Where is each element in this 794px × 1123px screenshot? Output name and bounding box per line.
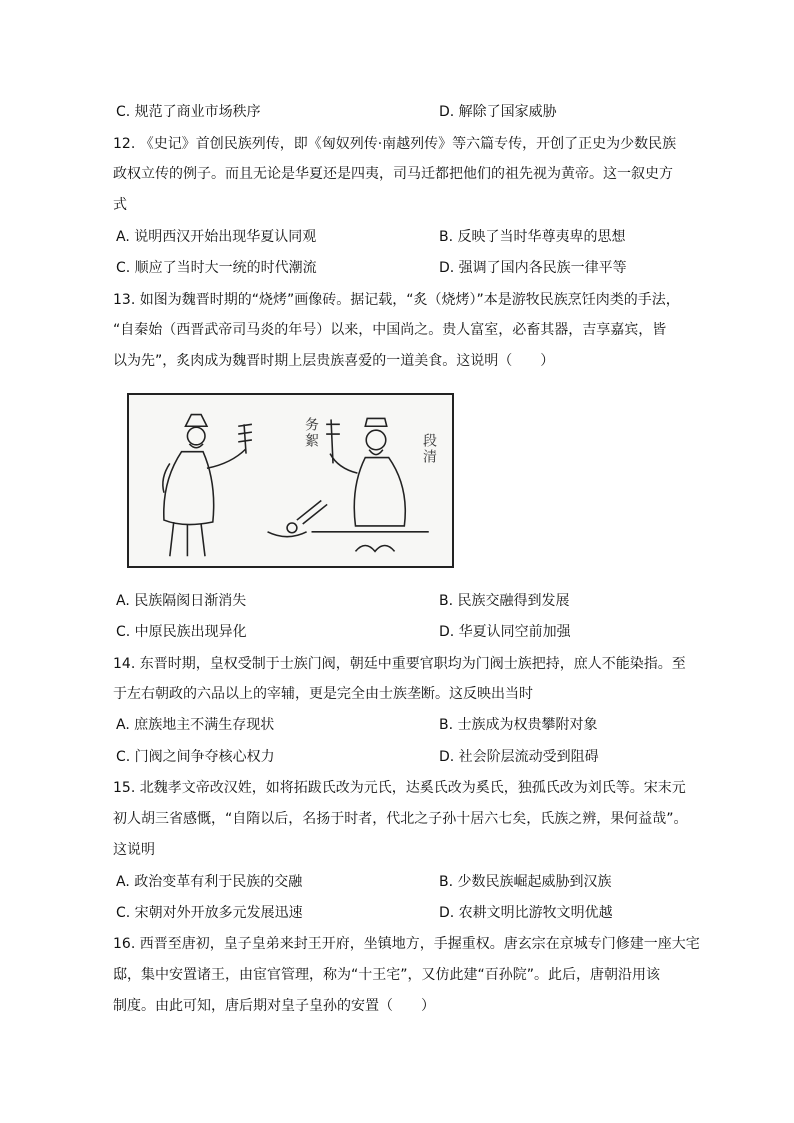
- q13-option-b: B. 民族交融得到发展: [439, 593, 570, 609]
- q12-option-d: D. 强调了国内各民族一律平等: [439, 260, 627, 276]
- figure-label-left: 务絮: [303, 417, 319, 449]
- q12-option-b: B. 反映了当时华尊夷卑的思想: [439, 229, 626, 245]
- q14-option-a: A. 庶族地主不满生存现状: [116, 717, 275, 733]
- brick-painting-drawing: [129, 395, 452, 566]
- q14-option-c: C. 门阀之间争夺核心权力: [116, 749, 275, 765]
- q16-stem-line-1: 16. 西晋至唐初，皇子皇弟来封王开府，坐镇地方，手握重权。唐玄宗在京城专门修建一座大宅: [113, 936, 700, 952]
- q13-stem-line-3: 以为先”，炙肉成为魏晋时期上层贵族喜爱的一道美食。这说明（ ）: [113, 353, 555, 369]
- q15-stem-line-3: 这说明: [113, 842, 155, 858]
- q16-stem-line-2: 邸，集中安置诸王，由宦官管理，称为“十王宅”，又仿此建“百孙院”。此后，唐朝沿用该: [113, 967, 661, 983]
- q13-option-c: C. 中原民族出现异化: [116, 624, 247, 640]
- q15-option-c: C. 宋朝对外开放多元发展迅速: [116, 905, 303, 921]
- q14-stem-line-1: 14. 东晋时期，皇权受制于士族门阀，朝廷中重要官职均为门阀士族把持，庶人不能染指。至: [113, 656, 686, 672]
- q13-option-a: A. 民族隔阂日渐消失: [116, 593, 247, 609]
- q15-option-a: A. 政治变革有利于民族的交融: [116, 874, 303, 890]
- q13-stem-line-1: 13. 如图为魏晋时期的“烧烤”画像砖。据记载，“炙（烧烤）”本是游牧民族烹饪肉类的手法，: [113, 292, 680, 308]
- q12-option-a: A. 说明西汉开始出现华夏认同观: [116, 229, 317, 245]
- q15-option-d: D. 农耕文明比游牧文明优越: [439, 905, 613, 921]
- q13-option-d: D. 华夏认同空前加强: [439, 624, 571, 640]
- right-figure: [312, 418, 429, 551]
- q12-stem-line-3: 式: [113, 197, 127, 213]
- brick-painting-figure: [127, 393, 454, 568]
- q11-option-c: C. 规范了商业市场秩序: [116, 104, 261, 120]
- q14-stem-line-2: 于左右朝政的六品以上的宰辅，更是完全由士族垄断。这反映出当时: [113, 686, 533, 702]
- q13-stem-line-2: “自秦始（西晋武帝司马炎的年号）以来，中国尚之。贵人富室，必畜其器，吉享嘉宾，皆: [113, 322, 667, 338]
- q15-option-b: B. 少数民族崛起威胁到汉族: [439, 874, 612, 890]
- q14-option-b: B. 士族成为权贵攀附对象: [439, 717, 598, 733]
- q16-stem-line-3: 制度。由此可知，唐后期对皇子皇孙的安置（ ）: [113, 998, 435, 1014]
- q12-stem-line-1: 12. 《史记》首创民族列传，即《匈奴列传·南越列传》等六篇专传，开创了正史为少数民族: [113, 136, 677, 152]
- q15-stem-line-1: 15. 北魏孝文帝改汉姓，如将拓跋氏改为元氏，达奚氏改为奚氏，独孤氏改为刘氏等。宋末元: [113, 780, 686, 796]
- q12-option-c: C. 顺应了当时大一统的时代潮流: [116, 260, 317, 276]
- q12-stem-line-2: 政权立传的例子。而且无论是华夏还是四夷，司马迁都把他们的祖先视为黄帝。这一叙史方: [113, 166, 673, 182]
- q15-stem-line-2: 初人胡三省感慨，“自隋以后，名扬于时者，代北之子孙十居六七矣，氏族之辨，果何益哉”。: [113, 811, 688, 827]
- left-figure: [163, 415, 252, 557]
- figure-label-right: 段清: [421, 433, 437, 465]
- q11-option-d: D. 解除了国家威胁: [439, 104, 557, 120]
- q14-option-d: D. 社会阶层流动受到阻碍: [439, 749, 599, 765]
